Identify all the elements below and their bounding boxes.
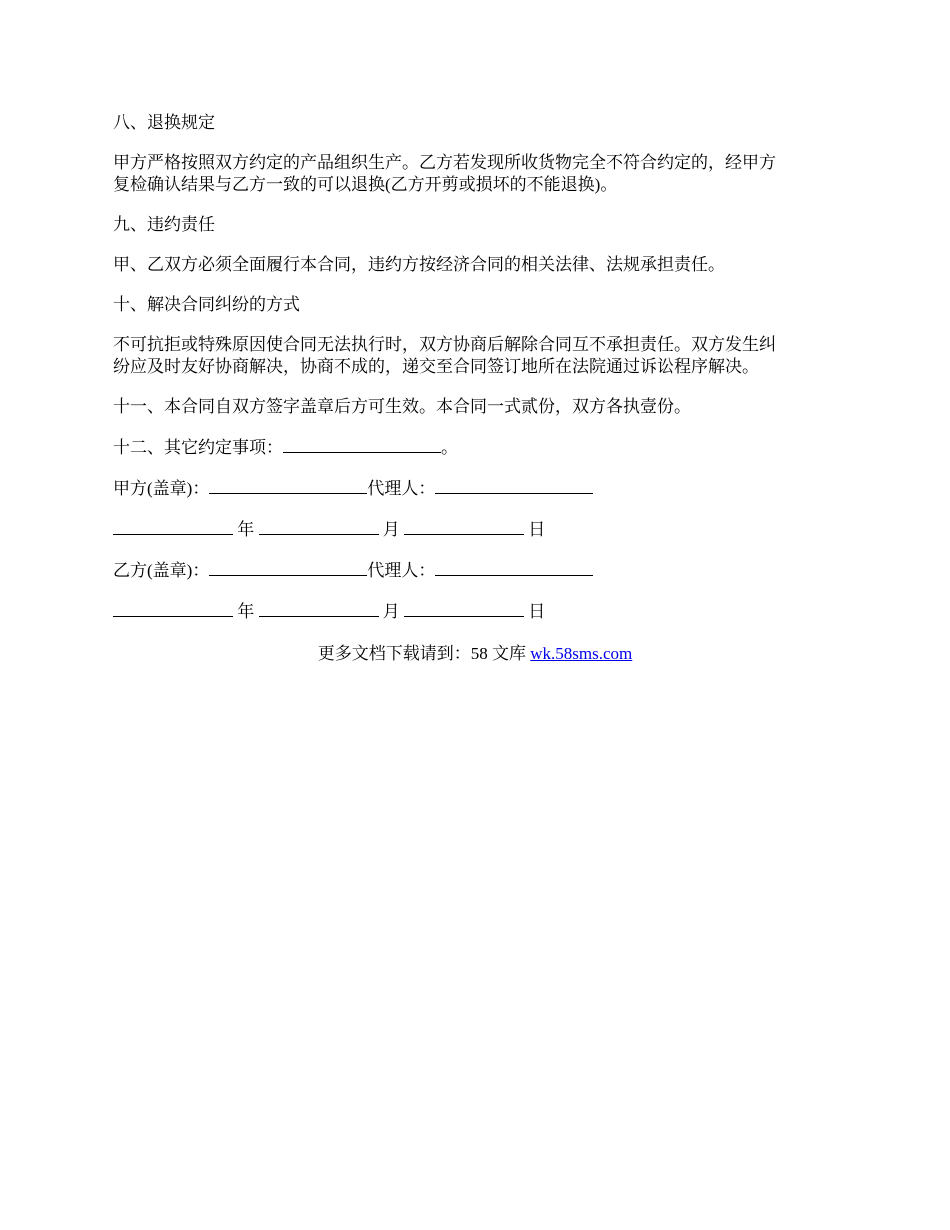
party-a-day-blank[interactable] <box>404 518 524 535</box>
party-a-label: 甲方(盖章)： <box>113 479 210 498</box>
section-12-end: 。 <box>441 438 458 457</box>
party-a-signature-row <box>113 477 840 499</box>
section-8-body-line-1: 甲方严格按照双方约定的产品组织生产。乙方若发现所收货物完全不符合约定的，经甲方 <box>113 153 776 172</box>
party-a-day-label: 日 <box>528 520 546 539</box>
document-body <box>113 112 840 641</box>
section-9-body: 甲、乙双方必须全面履行本合同，违约方按经济合同的相关法律、法规承担责任。 <box>113 255 725 274</box>
party-b-month-blank[interactable] <box>259 600 379 617</box>
section-10-title: 十、解决合同纠纷的方式 <box>113 295 300 314</box>
party-b-seal-blank[interactable] <box>209 559 367 576</box>
party-b-day-label: 日 <box>528 602 546 621</box>
party-b-agent-blank[interactable] <box>435 559 593 576</box>
section-8-title: 八、退换规定 <box>113 113 215 132</box>
party-a-year-label: 年 <box>237 520 255 539</box>
party-b-signature-row <box>113 559 840 581</box>
party-a-month-blank[interactable] <box>259 518 379 535</box>
section-10-body-line-2: 纷应及时友好协商解决，协商不成的，递交至合同签订地所在法院通过诉讼程序解决。 <box>113 357 759 376</box>
section-10-body <box>113 334 840 378</box>
section-12-label: 十二、其它约定事项： <box>113 438 283 457</box>
other-terms-blank[interactable] <box>283 436 441 453</box>
party-a-year-blank[interactable] <box>113 518 233 535</box>
party-a-agent-blank[interactable] <box>435 477 593 494</box>
section-8-body <box>113 152 840 196</box>
party-a-date-row <box>113 518 840 540</box>
section-8-body-line-2: 复检确认结果与乙方一致的可以退换(乙方开剪或损坏的不能退换)。 <box>113 175 618 194</box>
party-b-year-label: 年 <box>237 602 255 621</box>
party-b-year-blank[interactable] <box>113 600 233 617</box>
party-b-month-label: 月 <box>382 602 400 621</box>
party-a-month-label: 月 <box>382 520 400 539</box>
footer-link[interactable]: wk.58sms.com <box>530 644 633 663</box>
section-12 <box>113 436 840 459</box>
party-b-label: 乙方(盖章)： <box>113 561 210 580</box>
party-b-agent-label: 代理人： <box>367 561 436 580</box>
section-10-body-line-1: 不可抗拒或特殊原因使合同无法执行时，双方协商后解除合同互不承担责任。双方发生纠 <box>113 335 776 354</box>
party-a-seal-blank[interactable] <box>209 477 367 494</box>
section-11: 十一、本合同自双方签字盖章后方可生效。本合同一式贰份，双方各执壹份。 <box>113 397 691 416</box>
footer-text: 更多文档下载请到：58 文库 <box>317 644 531 663</box>
party-b-day-blank[interactable] <box>404 600 524 617</box>
section-9-title: 九、违约责任 <box>113 215 215 234</box>
party-b-date-row <box>113 600 840 622</box>
party-a-agent-label: 代理人： <box>367 479 436 498</box>
footer <box>0 643 950 665</box>
